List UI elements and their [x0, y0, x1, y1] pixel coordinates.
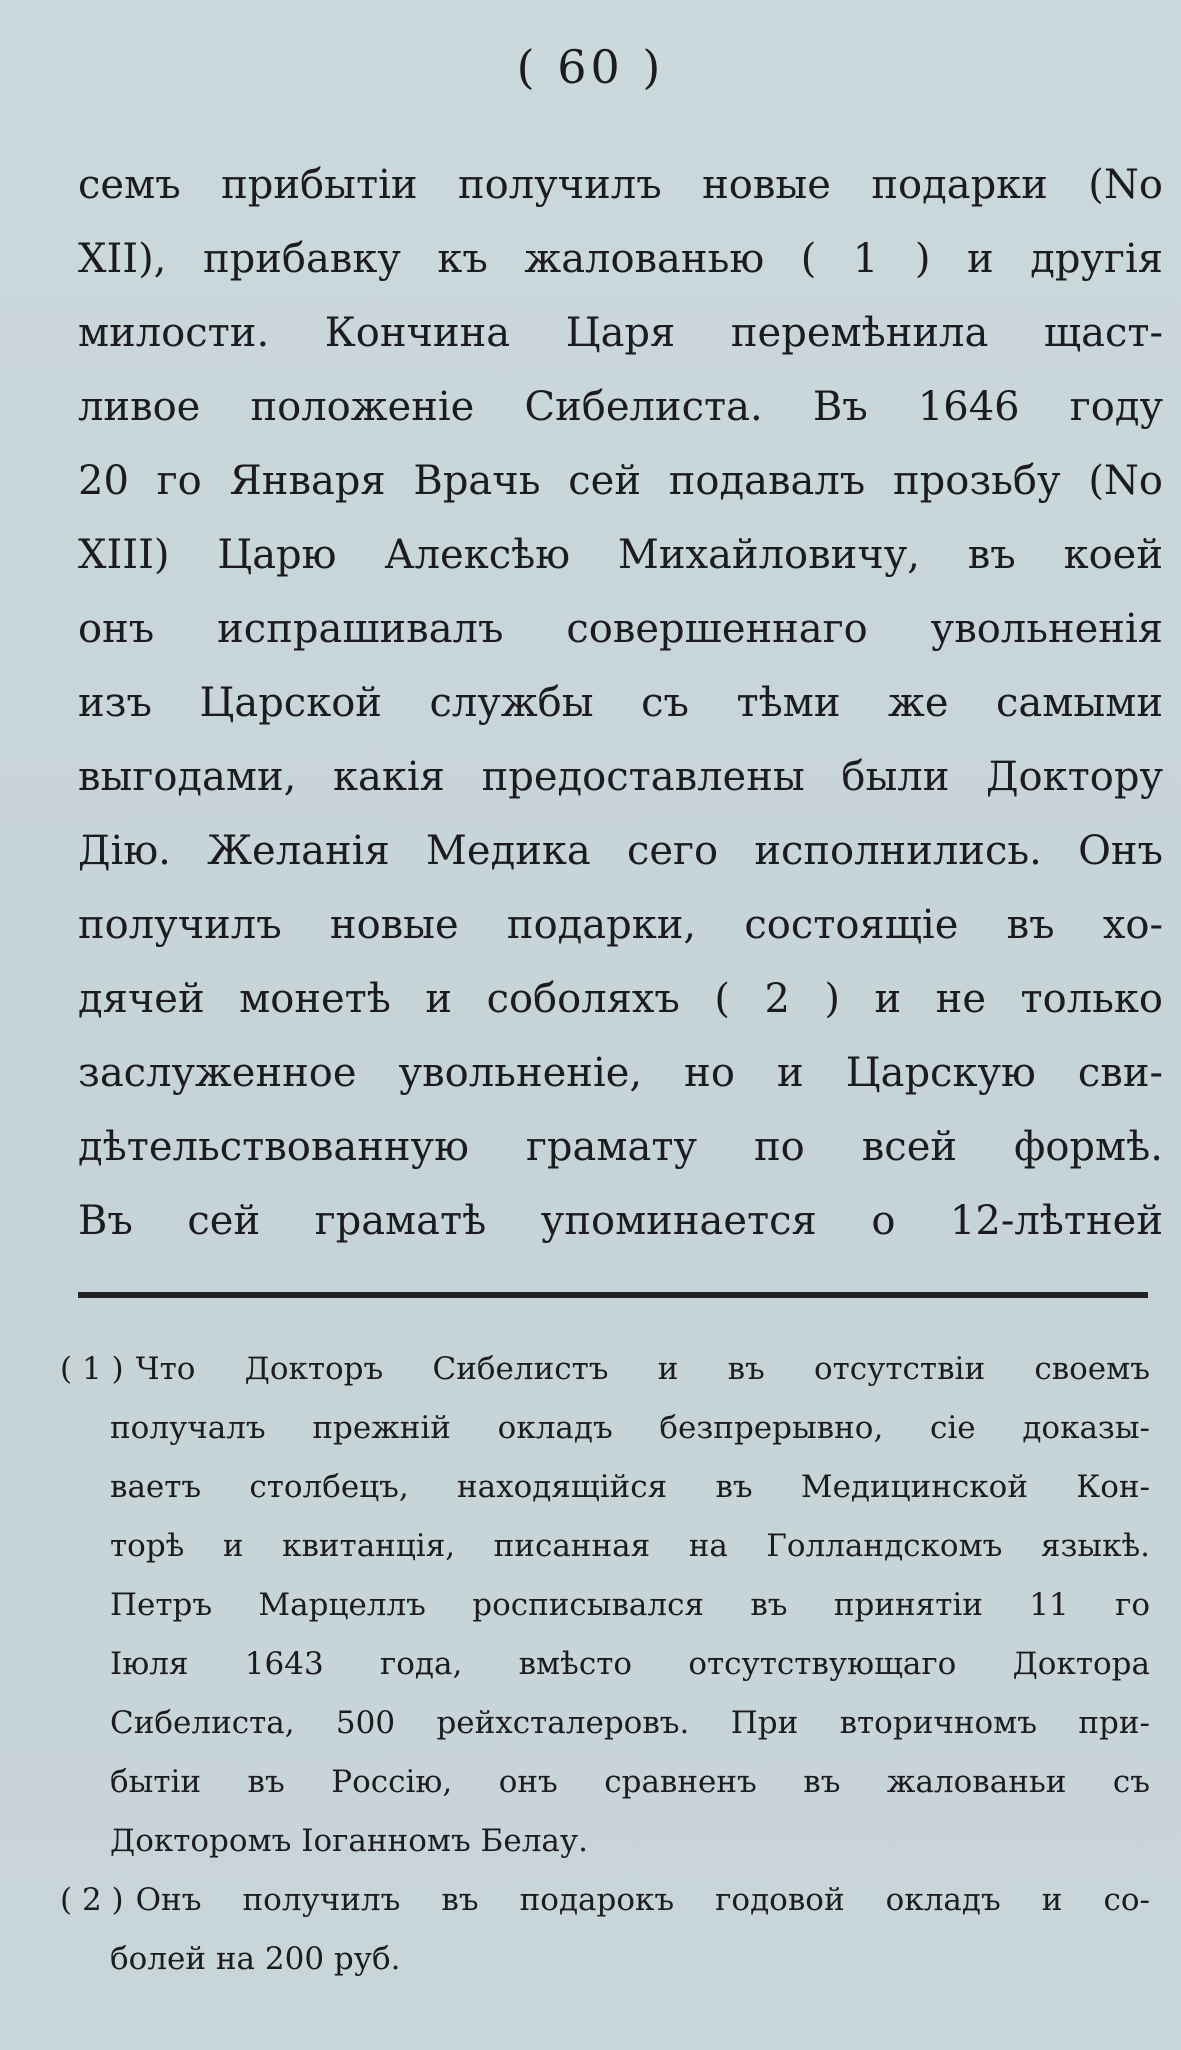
footnote-marker: ( 1 ) — [60, 1351, 124, 1387]
footnote-line: бытіи въ Россію, онъ сравненъ въ жалованьи съ — [110, 1764, 1150, 1800]
footnote-line — [60, 1871, 1150, 1930]
text-line: получилъ новые подарки, состоящіе въ хо- — [78, 902, 1163, 948]
footnote-line: торѣ и квитанція, писанная на Голландскомъ языкѣ. — [110, 1528, 1150, 1564]
footnote-line: Сибелиста, 500 рейхсталеровъ. При вторичномъ при- — [110, 1705, 1150, 1741]
page-number: ( 60 ) — [516, 40, 665, 94]
text-line: дѣтельствованную грамату по всей формѣ. — [78, 1124, 1163, 1170]
footnote-line: болей на 200 руб. — [110, 1941, 401, 1977]
text-line: дячей монетѣ и соболяхъ ( 2 ) и не только — [78, 976, 1163, 1022]
text-line: онъ испрашивалъ совершеннаго увольненія — [78, 606, 1163, 652]
footnote-line: получалъ прежній окладъ безпрерывно, сіе доказы- — [110, 1410, 1150, 1446]
text-line: милости. Кончина Царя перемѣнила щаст- — [78, 310, 1163, 356]
text-line: ливое положеніе Сибелиста. Въ 1646 году — [78, 384, 1163, 430]
text-line: XII), прибавку къ жалованью ( 1 ) и другія — [78, 236, 1163, 282]
text-line: изъ Царской службы съ тѣми же самыми — [78, 680, 1163, 726]
text-line: Дію. Желанія Медика сего исполнились. Онъ — [78, 828, 1163, 874]
text-line: Въ сей граматѣ упоминается о 12-лѣтней — [78, 1198, 1163, 1244]
text-line: заслуженное увольненіе, но и Царскую сви- — [78, 1050, 1163, 1096]
footnote-marker: ( 2 ) — [60, 1882, 124, 1918]
text-line: семъ прибытіи получилъ новые подарки (No — [78, 162, 1163, 208]
footnote-line — [60, 1340, 1150, 1399]
text-line: XIII) Царю Алексѣю Михайловичу, въ коей — [78, 532, 1163, 578]
text-line: 20 го Января Врачь сей подавалъ прозьбу (No — [78, 458, 1163, 504]
footnote-text: Онъ получилъ въ подарокъ годовой окладъ и со- — [135, 1882, 1150, 1918]
main-text — [78, 148, 1163, 1258]
footnote-text: Что Докторъ Сибелистъ и въ отсутствіи своемъ — [135, 1351, 1150, 1387]
footnote-2 — [60, 1871, 1150, 1989]
footnotes — [60, 1340, 1150, 1989]
footnote-line: Докторомъ Іоганномъ Белау. — [110, 1823, 588, 1859]
footnote-line: Петръ Марцеллъ росписывался въ принятіи 11 го — [110, 1587, 1150, 1623]
footnote-line: ваетъ столбецъ, находящійся въ Медицинской Кон- — [110, 1469, 1150, 1505]
text-line: выгодами, какія предоставлены были Доктору — [78, 754, 1163, 800]
footnote-divider — [78, 1292, 1148, 1298]
footnote-line: Іюля 1643 года, вмѣсто отсутствующаго Доктора — [110, 1646, 1150, 1682]
footnote-1 — [60, 1340, 1150, 1871]
